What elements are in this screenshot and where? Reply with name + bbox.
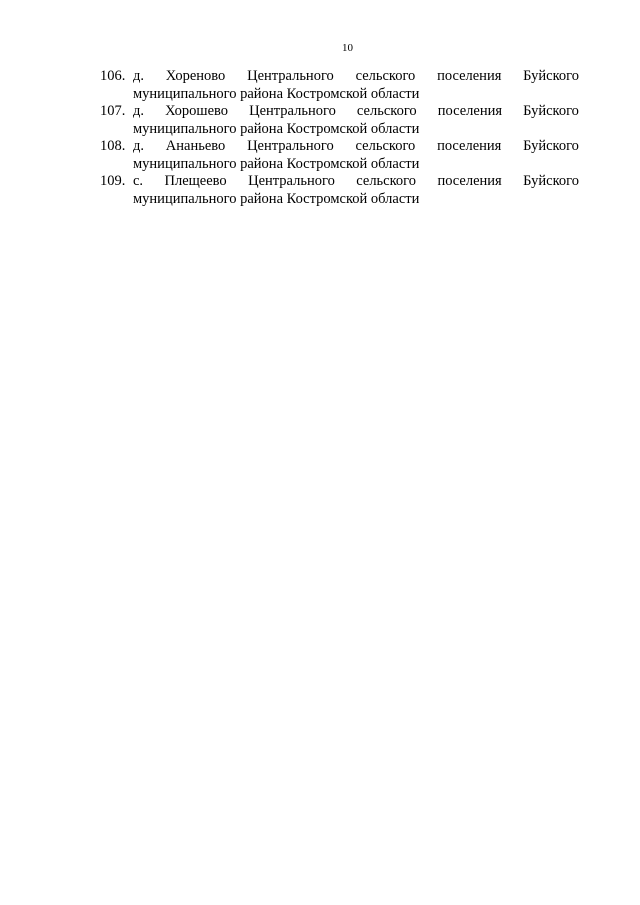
settlement-list — [100, 68, 579, 208]
list-item — [100, 173, 579, 208]
settlement-type: д. — [133, 68, 145, 84]
text-word: поселения — [437, 68, 502, 84]
settlement-name: Хореново — [165, 68, 226, 84]
item-text — [133, 103, 579, 138]
settlement-name: Ананьево — [165, 138, 226, 154]
text-word: Буйского — [523, 138, 579, 154]
item-text — [133, 68, 579, 103]
settlement-name: Хорошево — [165, 103, 229, 119]
item-number: 107. — [100, 103, 126, 119]
item-number: 109. — [100, 173, 126, 189]
settlement-name: Плещеево — [164, 173, 227, 189]
item-number: 106. — [100, 68, 126, 84]
settlement-type: д. — [133, 103, 145, 119]
text-word: Буйского — [523, 68, 579, 84]
item-continuation: муниципального района Костромской области — [133, 155, 420, 172]
item-first-line — [133, 68, 579, 86]
settlement-type: с. — [133, 173, 144, 189]
item-continuation: муниципального района Костромской области — [133, 190, 420, 207]
page-number: 10 — [342, 42, 353, 54]
list-item — [100, 103, 579, 138]
text-word: Буйского — [523, 173, 579, 189]
text-word: сельского — [356, 173, 416, 189]
settlement-type: д. — [133, 138, 145, 154]
text-word: Центрального — [247, 68, 334, 84]
text-word: сельского — [355, 68, 416, 84]
item-continuation: муниципального района Костромской области — [133, 85, 420, 102]
text-word: сельского — [355, 138, 416, 154]
text-word: Центрального — [247, 138, 334, 154]
list-item — [100, 138, 579, 173]
item-first-line — [133, 103, 579, 121]
item-text — [133, 173, 579, 208]
text-word: сельского — [356, 103, 417, 119]
text-word: поселения — [437, 103, 503, 119]
text-word: Буйского — [523, 103, 579, 119]
item-first-line — [133, 173, 579, 191]
item-text — [133, 138, 579, 173]
item-first-line — [133, 138, 579, 156]
item-continuation: муниципального района Костромской области — [133, 120, 420, 137]
item-number: 108. — [100, 138, 126, 154]
list-item — [100, 68, 579, 103]
text-word: поселения — [437, 138, 502, 154]
text-word: Центрального — [249, 103, 336, 119]
text-word: Центрального — [248, 173, 335, 189]
text-word: поселения — [437, 173, 502, 189]
